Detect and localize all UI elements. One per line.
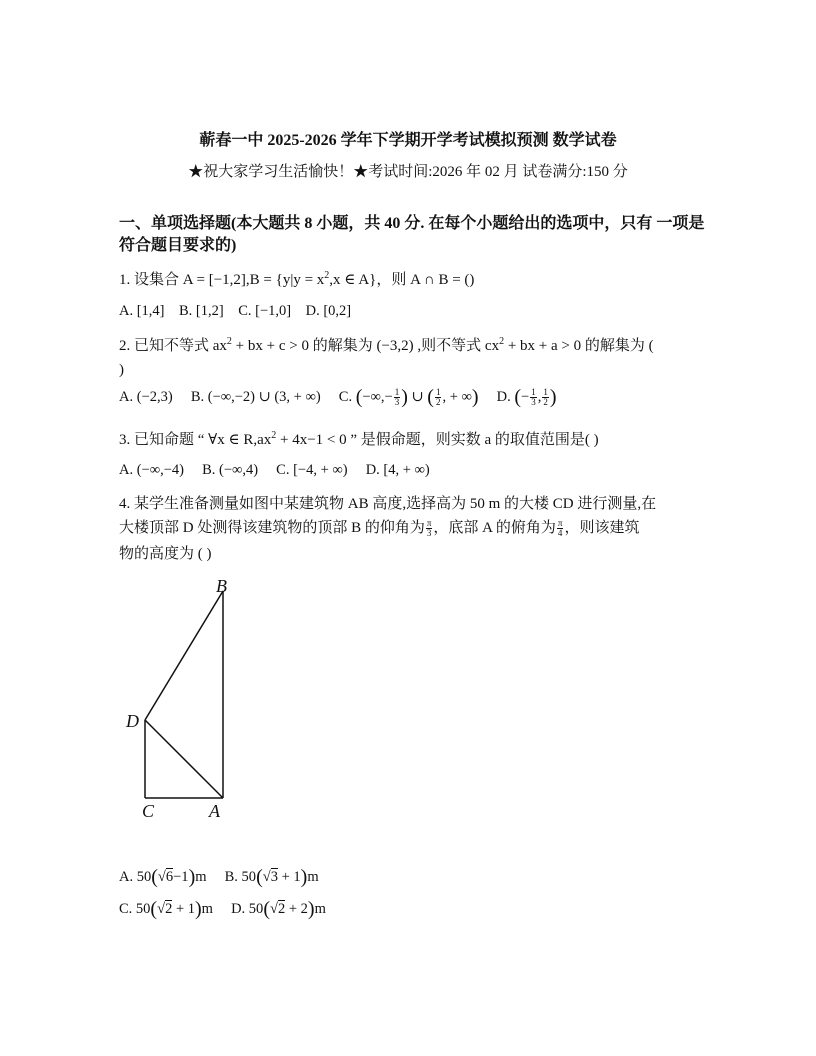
option-c: C. 50(√2 + 1)m bbox=[119, 898, 213, 920]
question-4-options-row-1 bbox=[119, 866, 319, 889]
label-d: D bbox=[126, 711, 139, 731]
page-title: 蕲春一中 2025-2026 学年下学期开学考试模拟预测 数学试卷 bbox=[199, 132, 617, 149]
option-d: D. [4, + ∞) bbox=[365, 462, 430, 478]
exam-subtitle: ★祝大家学习生活愉快！★考试时间:2026 年 02 月 试卷满分:150 分 bbox=[188, 164, 628, 180]
label-b: B bbox=[216, 576, 227, 596]
option-d: D. 50(√2 + 2)m bbox=[231, 898, 326, 920]
line-db bbox=[145, 591, 223, 720]
question-1-options bbox=[119, 303, 351, 320]
line-da bbox=[145, 720, 223, 798]
label-c: C bbox=[142, 801, 155, 821]
question-2-options bbox=[119, 386, 557, 409]
question-3: 3. 已知命题 “ ∀x ∈ $R,ax^2 + 4x-1 < 0$ ” 是假命题，则实数 a 的取值范围是( ) bbox=[119, 430, 599, 448]
option-b: B. [1,2] bbox=[179, 303, 224, 319]
option-c: C. [−1,0] bbox=[238, 303, 292, 319]
option-c: C. (−∞,− $\frac{1}{3}$ ) ∪ ( $\frac{1}{2}$ , + ∞) bbox=[338, 386, 479, 408]
question-3-options bbox=[119, 462, 430, 479]
option-b: B. (−∞,−2) ∪ (3, + ∞) bbox=[190, 388, 321, 405]
option-a: A. (−∞,−4) bbox=[119, 462, 184, 478]
option-b: B. (−∞,4) bbox=[202, 462, 259, 478]
question-4-line-3: 物的高度为 ( ) bbox=[119, 546, 212, 562]
option-a: A. 50(√6−1)m bbox=[119, 866, 207, 888]
question-4-line-1: 4. 某学生准备测量如图中某建筑物 AB 高度,选择高为 50 m 的大楼 CD 进行测量,在 bbox=[119, 496, 657, 512]
question-2: 2. 已知不等式 $ax^2$ + bx + c > 0 的解集为 (−3,2) ,则不等式 $cx^2$ + bx + a > 0 的解集为 ( ) bbox=[119, 336, 654, 378]
option-d: D. [0,2] bbox=[305, 303, 352, 319]
option-b: B. 50(√3 + 1)m bbox=[224, 866, 319, 888]
question-4-options-row-2 bbox=[119, 898, 326, 921]
label-a: A bbox=[209, 801, 220, 821]
option-c: C. [−4, + ∞) bbox=[276, 462, 348, 478]
option-d: D. (− $\frac{1}{3}$ , $\frac{1}{2}$ ) bbox=[496, 386, 557, 408]
option-a: A. (−2,3) bbox=[119, 388, 173, 405]
question-1: 1. 设集合 $A = [-1,2],B = \{y|y = x^2,x$ ∈ A}，则 A ∩ B = () bbox=[119, 270, 475, 288]
building-figure bbox=[120, 570, 250, 830]
section-heading: 一、单项选择题(本大题共 8 小题，共 40 分. 在每个小题给出的选项中，只有 一项是符合题目要求的) bbox=[119, 215, 705, 254]
option-a: A. [1,4] bbox=[119, 303, 165, 319]
question-4-line-2: 大楼顶部 D 处测得该建筑物的顶部 B 的仰角为 $\frac{\pi}{3}$ ，底部 A 的俯角为 $\frac{\pi}{4}$ ，则该建筑 bbox=[119, 518, 640, 539]
